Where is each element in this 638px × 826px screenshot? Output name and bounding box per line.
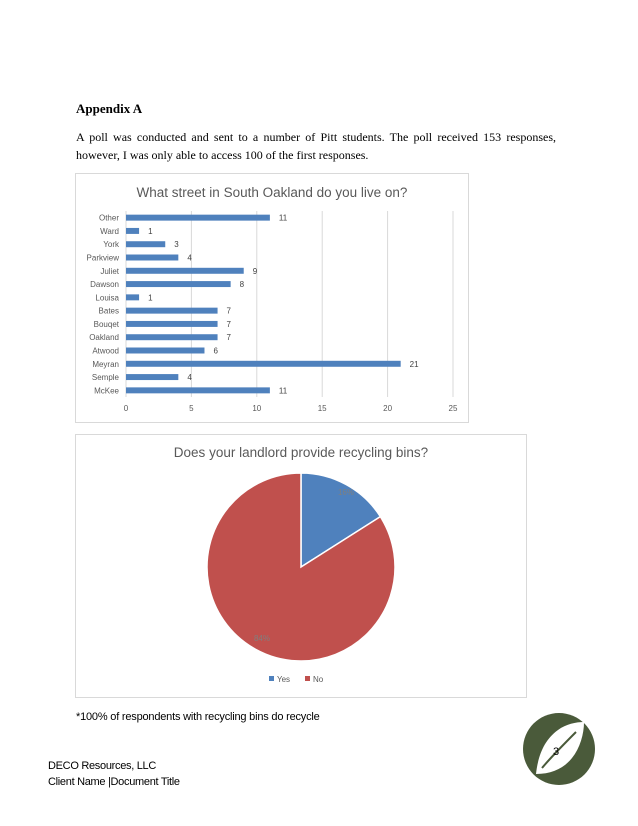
bar-chart-svg bbox=[76, 174, 468, 422]
bar bbox=[126, 374, 178, 380]
bar-data-label: 4 bbox=[187, 373, 192, 383]
footer-company: DECO Resources, LLC bbox=[48, 760, 157, 772]
bar-chart-title: What street in South Oakland do you live on? bbox=[136, 185, 408, 200]
legend-label: No bbox=[313, 675, 324, 684]
pie-chart-svg bbox=[76, 435, 526, 697]
x-tick-label: 10 bbox=[252, 404, 262, 413]
street-bar-chart bbox=[75, 173, 469, 423]
bar-data-label: 4 bbox=[187, 253, 192, 263]
legend-swatch bbox=[305, 676, 310, 681]
pie-data-label: 16% bbox=[337, 488, 355, 497]
y-category-label: Bates bbox=[98, 306, 119, 316]
bar bbox=[126, 334, 218, 340]
y-category-label: Parkview bbox=[86, 253, 119, 263]
bar-data-label: 7 bbox=[226, 306, 232, 316]
y-category-label: York bbox=[103, 240, 119, 250]
bar-data-label: 8 bbox=[239, 280, 245, 290]
x-tick-label: 25 bbox=[448, 404, 458, 413]
x-tick-label: 20 bbox=[383, 404, 393, 413]
x-tick-label: 0 bbox=[123, 404, 129, 413]
bar bbox=[126, 215, 270, 221]
x-tick-label: 15 bbox=[317, 404, 327, 413]
bar bbox=[126, 294, 139, 300]
bar bbox=[126, 348, 204, 354]
y-category-label: Atwood bbox=[92, 346, 119, 356]
y-category-label: Other bbox=[98, 213, 119, 223]
pie-data-label: 84% bbox=[253, 634, 271, 643]
bar-data-label: 6 bbox=[213, 346, 218, 356]
y-category-label: Louisa bbox=[95, 293, 119, 303]
appendix-heading: Appendix A bbox=[76, 101, 143, 116]
bar bbox=[126, 281, 231, 287]
bar-data-label: 21 bbox=[409, 359, 419, 369]
y-category-label: Dawson bbox=[90, 280, 119, 290]
bar bbox=[126, 361, 401, 367]
x-tick-label: 5 bbox=[189, 404, 194, 413]
bar bbox=[126, 321, 218, 327]
bar bbox=[126, 268, 244, 274]
y-category-label: Ward bbox=[100, 226, 119, 236]
bar bbox=[126, 228, 139, 234]
bar bbox=[126, 255, 178, 261]
bar bbox=[126, 308, 218, 314]
intro-paragraph: A poll was conducted and sent to a number of Pitt students. The poll received 153 responses, however, I was only able to access 100 of the first responses. bbox=[76, 130, 556, 162]
bar bbox=[126, 241, 165, 247]
y-category-label: Bouqet bbox=[93, 319, 119, 329]
y-category-label: Semple bbox=[91, 373, 119, 383]
bar-data-label: 3 bbox=[174, 240, 179, 250]
footer-subtitle: Client Name |Document Title bbox=[48, 776, 180, 788]
bar-data-label: 1 bbox=[148, 226, 153, 236]
bar bbox=[126, 387, 270, 393]
bar-data-label: 11 bbox=[278, 386, 288, 396]
y-category-label: Oakland bbox=[89, 333, 119, 343]
y-category-label: Meyran bbox=[92, 359, 119, 369]
bar-data-label: 9 bbox=[252, 266, 258, 276]
y-category-label: McKee bbox=[94, 386, 119, 396]
legend-swatch bbox=[269, 676, 274, 681]
recycling-pie-chart bbox=[75, 434, 527, 698]
pie-chart-title: Does your landlord provide recycling bins? bbox=[173, 445, 429, 460]
bar-data-label: 7 bbox=[226, 319, 232, 329]
bar-data-label: 7 bbox=[226, 333, 232, 343]
legend-label: Yes bbox=[277, 675, 291, 684]
y-category-label: Juliet bbox=[100, 266, 119, 276]
bar-data-label: 1 bbox=[148, 293, 153, 303]
page-number: 3 bbox=[553, 746, 560, 758]
recycling-note: *100% of respondents with recycling bins do recycle bbox=[76, 711, 320, 723]
bar-data-label: 11 bbox=[278, 213, 288, 223]
